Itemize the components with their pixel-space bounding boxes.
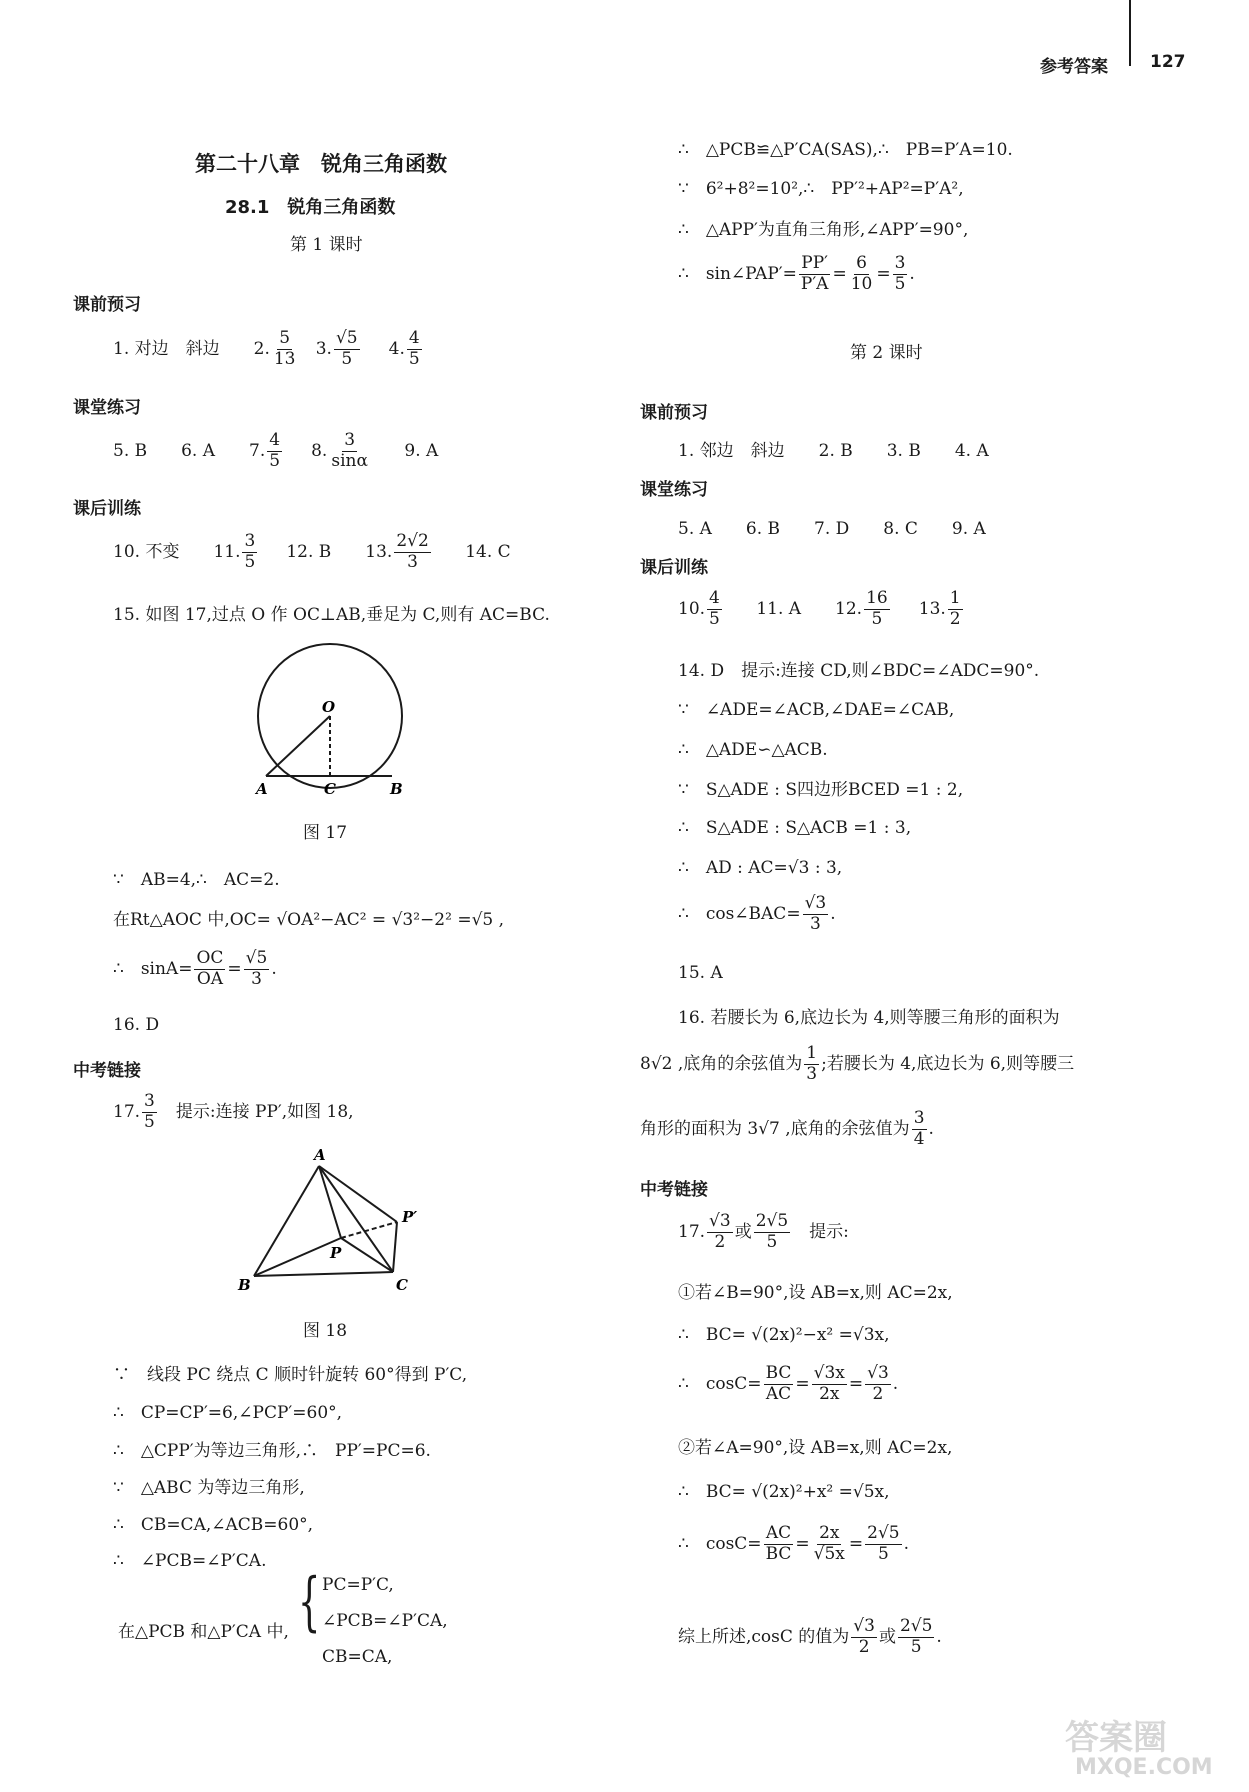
- right-line-19: 17. $\frac{√3}{2}$ 或 $\frac{2√5}{5}$ 提示:: [678, 1211, 849, 1252]
- side-ab: [254, 1166, 319, 1276]
- left-line-12: ∴ △CPP′为等边三角形,∴ PP′=PC=6.: [113, 1441, 431, 1461]
- left-line-11: ∴ CP=CP′=6,∠PCP′=60°,: [113, 1403, 343, 1423]
- header-section: 参考答案: [1040, 57, 1108, 77]
- lesson-2-title: 第 2 课时: [850, 343, 923, 363]
- watermark-site: MXQE.COM: [1075, 1755, 1213, 1780]
- right-line-22: ∴ cosC= $\frac{BC}{AC}$ = $\frac{√3x}{2x}$ = $\frac{√3}{2}$ .: [678, 1363, 899, 1404]
- right-line-18: 角形的面积为 3√7 ,底角的余弦值为 $\frac{3}{4}$ .: [640, 1108, 934, 1149]
- right-line-4: ∴ sin∠PAP′= $\frac{PP'}{P'A}$ = $\frac{6}{10}$ = $\frac{3}{5}$ .: [678, 253, 915, 294]
- left-line-1: 1. 对边 斜边 2. $\frac{5}{13}$ 3. $\frac{√5}{5}$ 4. $\frac{4}{5}$: [113, 328, 420, 369]
- right-line-20: ①若∠B=90°,设 AB=x,则 AC=2x,: [678, 1283, 953, 1303]
- left-line-4: 15. 如图 17,过点 O 作 OC⊥AB,垂足为 C,则有 AC=BC.: [113, 605, 550, 625]
- left-line-5: ∵ AB=4,∴ AC=2.: [113, 870, 280, 890]
- heading-preview-2: 课前预习: [640, 403, 708, 423]
- heading-training: 课后训练: [73, 499, 141, 519]
- label-p-prime: P′: [402, 1208, 418, 1226]
- left-line-13: ∵ △ABC 为等边三角形,: [113, 1478, 305, 1498]
- segment-ap: [319, 1166, 341, 1238]
- watermark-logo: 答案圈: [1065, 1718, 1167, 1758]
- left-line-14: ∴ CB=CA,∠ACB=60°,: [113, 1515, 314, 1535]
- right-line-12: ∴ S△ADE : S△ACB =1 : 3,: [678, 818, 912, 838]
- right-line-13: ∴ AD : AC=√3 : 3,: [678, 858, 843, 878]
- label-b: B: [390, 780, 403, 798]
- figure-17-caption: 图 17: [303, 823, 348, 843]
- section-title: 28.1 锐角三角函数: [225, 197, 396, 218]
- right-line-2: ∵ 6²+8²=10²,∴ PP′²+AP²=P′A²,: [678, 179, 964, 199]
- right-line-8: 14. D 提示:连接 CD,则∠BDC=∠ADC=90°.: [678, 661, 1040, 681]
- right-line-6: 5. A 6. B 7. D 8. C 9. A: [678, 519, 986, 539]
- page-number: 127: [1150, 52, 1186, 72]
- right-line-11: ∵ S△ADE : S四边形BCED =1 : 2,: [678, 780, 964, 800]
- heading-training-2: 课后训练: [640, 558, 708, 578]
- figure-17: [230, 640, 430, 800]
- system-line-3: CB=CA,: [322, 1647, 393, 1667]
- left-line-2: 5. B 6. A 7. $\frac{4}{5}$ 8. $\frac{3}{\sin\alpha}$ 9. A: [113, 430, 439, 471]
- left-line-9: 17. $\frac{3}{5}$ 提示:连接 PP′,如图 18,: [113, 1091, 354, 1132]
- label-a: A: [256, 780, 268, 798]
- right-line-7: 10. $\frac{4}{5}$ 11. A 12. $\frac{16}{5}$ 13. $\frac{1}{2}$: [678, 588, 961, 629]
- right-line-24: ∴ BC= √(2x)²+x² =√5x,: [678, 1482, 890, 1502]
- left-line-15: ∴ ∠PCB=∠P′CA.: [113, 1551, 267, 1571]
- right-line-17: 8√2 ,底角的余弦值为 $\frac{1}{3}$ ;若腰长为 4,底边长为 6,则等腰三: [640, 1043, 1075, 1084]
- right-line-1: ∴ △PCB≌△P′CA(SAS),∴ PB=P′A=10.: [678, 140, 1013, 160]
- right-line-15: 15. A: [678, 963, 723, 983]
- header-divider-left: [1129, 0, 1131, 66]
- right-line-26: 综上所述,cosC 的值为 $\frac{√3}{2}$ 或 $\frac{2√5}{5}$ .: [678, 1616, 942, 1657]
- right-line-5: 1. 邻边 斜边 2. B 3. B 4. A: [678, 441, 989, 461]
- label-c: C: [324, 780, 336, 798]
- left-line-6: 在Rt△AOC 中,OC= √OA²−AC² = √3²−2² =√5 ,: [113, 910, 505, 930]
- left-line-8: 16. D: [113, 1015, 160, 1035]
- segment-bp: [254, 1238, 341, 1276]
- label-o: O: [322, 698, 336, 716]
- label-a: A: [314, 1146, 326, 1164]
- radius-oa: [266, 716, 330, 776]
- heading-exam-right: 中考链接: [640, 1180, 708, 1200]
- figure-18-caption: 图 18: [303, 1321, 348, 1341]
- segment-p2c: [393, 1222, 397, 1272]
- right-line-10: ∴ △ADE∽△ACB.: [678, 740, 828, 760]
- segment-pp2: [341, 1222, 397, 1238]
- label-b: B: [238, 1276, 251, 1294]
- label-p: P: [330, 1244, 342, 1262]
- lesson-1-title: 第 1 课时: [290, 235, 363, 255]
- right-line-3: ∴ △APP′为直角三角形,∠APP′=90°,: [678, 220, 969, 240]
- heading-exam-left: 中考链接: [73, 1061, 141, 1081]
- segment-pc: [341, 1238, 393, 1272]
- right-line-25: ∴ cosC= $\frac{AC}{BC}$ = $\frac{2x}{√5x}$ = $\frac{2√5}{5}$ .: [678, 1523, 910, 1564]
- system-line-1: PC=P′C,: [322, 1575, 394, 1595]
- heading-practice-2: 课堂练习: [640, 480, 708, 500]
- heading-preview: 课前预习: [73, 295, 141, 315]
- segment-ap2: [319, 1166, 397, 1222]
- left-line-10: ∵ 线段 PC 绕点 C 顺时针旋转 60°得到 P′C,: [113, 1365, 468, 1385]
- label-c: C: [396, 1276, 408, 1294]
- left-line-3: 10. 不变 11. $\frac{3}{5}$ 12. B 13. $\frac{2√2}{3}$ 14. C: [113, 531, 511, 572]
- side-bc: [254, 1272, 393, 1276]
- left-line-16: 在△PCB 和△P′CA 中,: [118, 1622, 289, 1642]
- system-line-2: ∠PCB=∠P′CA,: [322, 1611, 448, 1631]
- chapter-title: 第二十八章 锐角三角函数: [195, 152, 447, 176]
- figure-18: [230, 1140, 440, 1300]
- right-line-16: 16. 若腰长为 6,底边长为 4,则等腰三角形的面积为: [678, 1008, 1060, 1028]
- right-line-23: ②若∠A=90°,设 AB=x,则 AC=2x,: [678, 1438, 953, 1458]
- right-line-14: ∴ cos∠BAC= $\frac{√3}{3}$ .: [678, 893, 836, 934]
- system-brace: {: [298, 1565, 321, 1639]
- left-line-7: ∴ sinA= $\frac{OC}{OA}$ = $\frac{√5}{3}$ .: [113, 948, 277, 989]
- right-line-9: ∵ ∠ADE=∠ACB,∠DAE=∠CAB,: [678, 700, 955, 720]
- heading-practice: 课堂练习: [73, 398, 141, 418]
- right-line-21: ∴ BC= √(2x)²−x² =√3x,: [678, 1325, 890, 1345]
